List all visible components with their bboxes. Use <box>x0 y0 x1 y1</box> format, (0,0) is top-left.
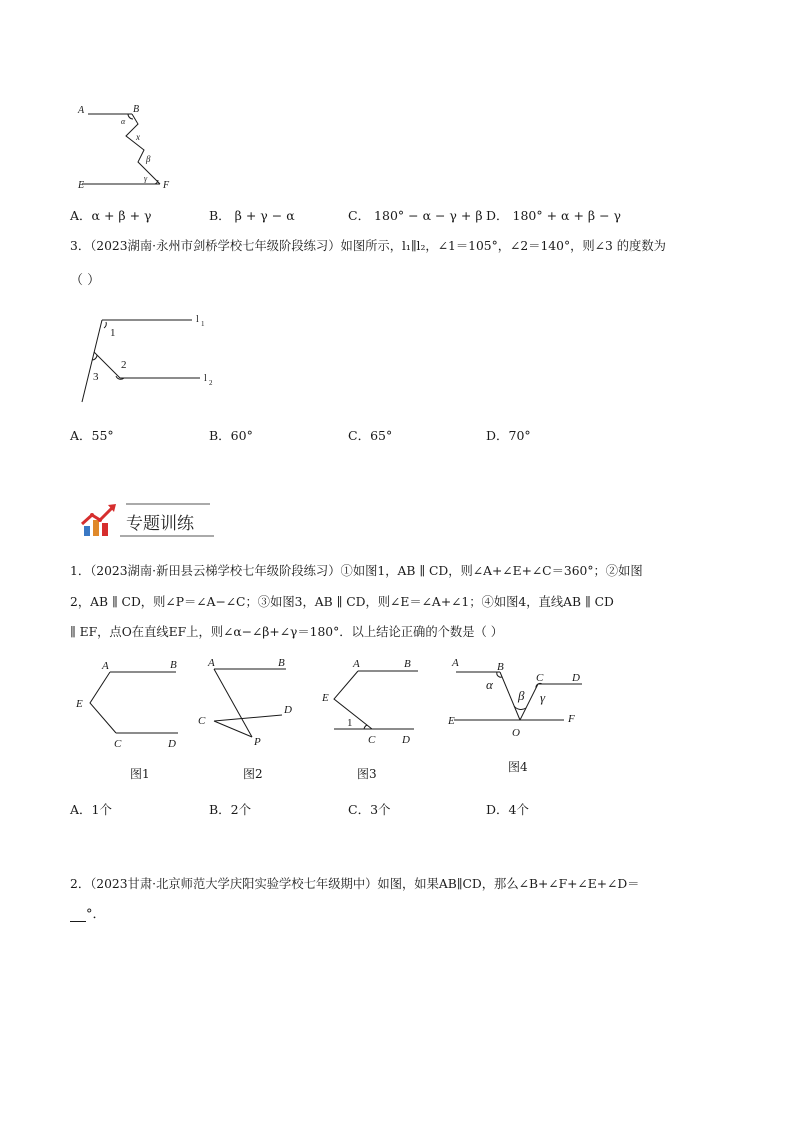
fig2-label-D: D <box>284 704 292 716</box>
fig1-caption: 图1 <box>130 767 150 781</box>
label-B: B <box>133 104 140 115</box>
parallel-lines-figure <box>76 308 226 408</box>
fig2-label-P: P <box>254 736 261 748</box>
s1-option-c[interactable]: C．3个 <box>348 802 391 817</box>
s1-option-a[interactable]: A．1个 <box>70 802 112 817</box>
fig4-label-alpha: α <box>486 677 493 692</box>
fig3-label-1: 1 <box>347 717 353 729</box>
fig3-label-B: B <box>404 658 411 670</box>
fig2-label-B: B <box>278 657 285 669</box>
prev-option-b[interactable]: B． β + γ − α <box>209 208 295 223</box>
label-x: x <box>136 132 140 142</box>
fig3-label-C: C <box>368 734 376 746</box>
label-angle3: 3 <box>93 371 99 383</box>
q3-option-c[interactable]: C．65° <box>348 428 393 443</box>
figure-1 <box>72 655 184 755</box>
fig1-label-B: B <box>170 659 177 671</box>
label-alpha: α <box>121 117 126 126</box>
label-angle1: 1 <box>110 327 116 339</box>
fig3-label-D: D <box>402 734 410 746</box>
s2-suffix: °． <box>86 907 106 922</box>
fig4-label-gamma: γ <box>540 690 546 705</box>
fig3-label-E: E <box>322 692 329 704</box>
figure-3 <box>318 655 428 755</box>
figure-2 <box>196 655 306 755</box>
fig1-label-A: A <box>102 660 109 672</box>
label-angle2: 2 <box>121 359 127 371</box>
label-l2: l <box>204 373 207 384</box>
label-E: E <box>78 180 85 191</box>
s1-stem-line1: 1．（2023湖南·新田县云梯学校七年级阶段练习）①如图1，AB ∥ CD，则∠A+∠E+∠C＝360°；②如图 <box>70 564 643 578</box>
section-header <box>80 500 220 540</box>
fig4-label-F: F <box>568 713 575 725</box>
fig3-label-A: A <box>353 658 360 670</box>
fig4-label-A: A <box>452 657 459 669</box>
answer-blank[interactable] <box>70 909 86 922</box>
label-l1: l <box>196 314 199 325</box>
fig2-label-A: A <box>208 657 215 669</box>
q3-option-d[interactable]: D．70° <box>486 428 531 443</box>
label-A: A <box>78 105 85 116</box>
s1-stem-line3: ∥ EF，点O在直线EF上，则∠α−∠β+∠γ＝180°．以上结论正确的个数是（ ） <box>70 625 504 639</box>
prev-option-d[interactable]: D． 180° + α + β − γ <box>486 208 622 223</box>
q3-option-b[interactable]: B．60° <box>209 428 253 443</box>
s2-stem-line1: 2．（2023甘肃·北京师范大学庆阳实验学校七年级期中）如图，如果AB∥CD，那么∠B+∠F+∠E+∠D＝ <box>70 877 640 891</box>
fig1-label-C: C <box>114 738 122 750</box>
label-beta: β <box>146 154 151 164</box>
s1-option-b[interactable]: B．2个 <box>209 802 252 817</box>
section-title: 专题训练 <box>126 514 194 534</box>
fig3-caption: 图3 <box>357 767 377 781</box>
fig1-label-D: D <box>168 738 176 750</box>
label-l1-sub: 1 <box>201 320 205 328</box>
q3-option-a[interactable]: A．55° <box>70 428 114 443</box>
fig4-label-C: C <box>536 672 544 684</box>
fig4-label-E: E <box>448 715 455 727</box>
fig2-label-C: C <box>198 715 206 727</box>
fig4-label-D: D <box>572 672 580 684</box>
q3-stem-line2: （ ） <box>70 273 101 288</box>
prev-option-a[interactable]: A．α + β + γ <box>70 208 152 223</box>
fig1-label-E: E <box>76 698 83 710</box>
fig4-label-beta: β <box>518 688 525 703</box>
s1-stem-line2: 2，AB ∥ CD，则∠P＝∠A−∠C；③如图3，AB ∥ CD，则∠E＝∠A+∠1；④如图4，直线AB ∥ CD <box>70 595 614 609</box>
fig4-caption: 图4 <box>508 760 528 774</box>
prev-option-c[interactable]: C． 180° − α − γ + β <box>348 208 483 223</box>
fig4-label-B: B <box>497 661 504 673</box>
s1-option-d[interactable]: D．4个 <box>486 802 529 817</box>
fig4-label-O: O <box>512 727 520 739</box>
zigzag-angle-figure <box>70 100 180 195</box>
q3-stem-line1: 3．（2023湖南·永州市剑桥学校七年级阶段练习）如图所示，l₁∥l₂，∠1＝105°，∠2＝140°，则∠3 的度数为 <box>70 239 666 253</box>
label-l2-sub: 2 <box>209 379 213 387</box>
figure-4 <box>444 650 594 745</box>
fig2-caption: 图2 <box>243 767 263 781</box>
s2-stem-line2 <box>70 903 106 922</box>
label-gamma: γ <box>144 174 148 183</box>
label-F: F <box>163 180 170 191</box>
